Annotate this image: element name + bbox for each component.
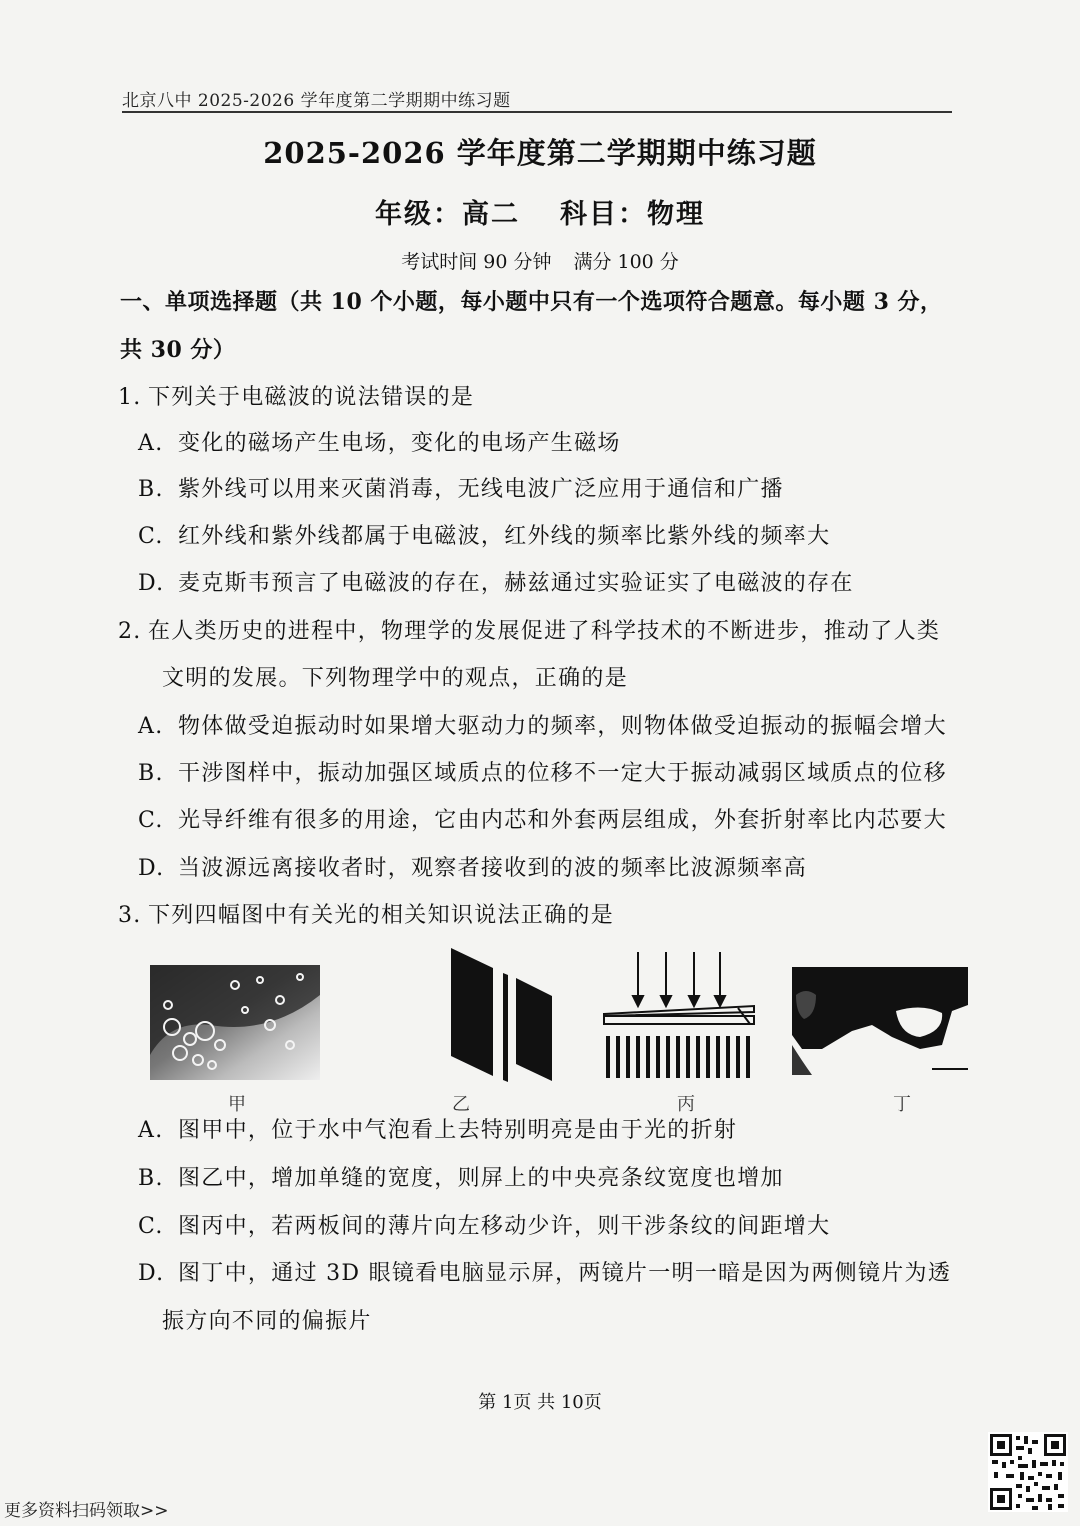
option-3b xyxy=(138,1161,784,1192)
header-divider xyxy=(122,111,952,113)
question-number: 3. xyxy=(118,903,142,928)
option-label: C. xyxy=(138,1214,164,1239)
option-text: 当波源远离接收者时，观察者接收到的波的频率比波源频率高 xyxy=(178,856,808,881)
option-text: 变化的磁场产生电场，变化的电场产生磁场 xyxy=(178,431,621,456)
question-stem: 下列四幅图中有关光的相关知识说法正确的是 xyxy=(148,903,615,928)
option-label: B. xyxy=(138,761,164,786)
figure-bing-thin-film xyxy=(600,950,760,1085)
figure-jia-bubbles xyxy=(150,965,320,1080)
section-heading-line2: 共 30 分） xyxy=(120,337,236,363)
question-number: 2. xyxy=(118,619,142,644)
question-2-stem-cont: 文明的发展。下列物理学中的观点，正确的是 xyxy=(162,666,629,691)
option-3d xyxy=(138,1256,951,1287)
question-stem: 下列关于电磁波的说法错误的是 xyxy=(148,385,475,410)
figure-yi-single-slit xyxy=(448,948,558,1083)
option-label: A. xyxy=(138,1118,164,1143)
option-label: D. xyxy=(138,1261,165,1286)
option-text: 图丙中，若两板间的薄片向左移动少许，则干涉条纹的间距增大 xyxy=(178,1214,831,1239)
exam-info-line xyxy=(0,247,1080,274)
section-heading-line1: 一、单项选择题（共 10 个小题，每小题中只有一个选项符合题意。每小题 3 分， xyxy=(120,289,943,315)
option-text: 图乙中，增加单缝的宽度，则屏上的中央亮条纹宽度也增加 xyxy=(178,1166,784,1191)
option-3a xyxy=(138,1113,737,1144)
header-school-line: 北京八中 2025-2026 学年度第二学期期中练习题 xyxy=(122,91,511,111)
option-1c xyxy=(138,519,830,550)
page-title: 2025-2026 学年度第二学期期中练习题 xyxy=(263,136,817,170)
option-2a xyxy=(138,709,947,740)
option-text: 光导纤维有很多的用途，它由内芯和外套两层组成，外套折射率比内芯要大 xyxy=(178,808,947,833)
option-label: C. xyxy=(138,524,164,549)
option-3c xyxy=(138,1209,830,1240)
option-2d xyxy=(138,851,807,882)
figure-label-ding: 丁 xyxy=(893,1094,911,1115)
question-3 xyxy=(118,898,614,929)
option-label: B. xyxy=(138,477,164,502)
promo-text[interactable]: 更多资料扫码领取>> xyxy=(4,1501,169,1521)
option-1a xyxy=(138,426,621,457)
option-text: 干涉图样中，振动加强区域质点的位移不一定大于振动减弱区域质点的位移 xyxy=(178,761,947,786)
grade-label: 年级：高二 xyxy=(375,199,520,230)
option-1d xyxy=(138,566,854,597)
option-1b xyxy=(138,472,784,503)
option-label: D. xyxy=(138,571,165,596)
option-label: D. xyxy=(138,856,165,881)
exam-score: 满分 100 分 xyxy=(573,251,679,273)
question-1 xyxy=(118,380,474,411)
figure-ding-3d-glasses xyxy=(792,965,968,1075)
figure-label-jia: 甲 xyxy=(228,1094,246,1115)
figure-label-yi: 乙 xyxy=(452,1094,470,1115)
option-3d-cont: 振方向不同的偏振片 xyxy=(162,1309,372,1334)
option-text: 麦克斯韦预言了电磁波的存在，赫兹通过实验证实了电磁波的存在 xyxy=(178,571,854,596)
option-text: 紫外线可以用来灭菌消毒，无线电波广泛应用于通信和广播 xyxy=(178,477,784,502)
qr-code-icon[interactable] xyxy=(988,1432,1068,1512)
question-2 xyxy=(118,614,940,645)
option-2b xyxy=(138,756,947,787)
option-text: 图丁中，通过 3D 眼镜看电脑显示屏，两镜片一明一暗是因为两侧镜片为透 xyxy=(178,1261,952,1286)
option-2c xyxy=(138,803,947,834)
subject-label: 科目：物理 xyxy=(560,199,705,230)
option-label: B. xyxy=(138,1166,164,1191)
option-text: 红外线和紫外线都属于电磁波，红外线的频率比紫外线的频率大 xyxy=(178,524,831,549)
option-text: 物体做受迫振动时如果增大驱动力的频率，则物体做受迫振动的振幅会增大 xyxy=(178,714,947,739)
option-label: C. xyxy=(138,808,164,833)
option-label: A. xyxy=(138,431,164,456)
exam-time: 考试时间 90 分钟 xyxy=(401,251,552,273)
question-stem: 在人类历史的进程中，物理学的发展促进了科学技术的不断进步，推动了人类 xyxy=(148,619,941,644)
grade-subject-line xyxy=(0,192,1080,231)
figure-label-bing: 丙 xyxy=(677,1094,695,1115)
page-number: 第 1页 共 10页 xyxy=(478,1392,602,1413)
option-text: 图甲中，位于水中气泡看上去特别明亮是由于光的折射 xyxy=(178,1118,738,1143)
question-number: 1. xyxy=(118,385,142,410)
option-label: A. xyxy=(138,714,164,739)
